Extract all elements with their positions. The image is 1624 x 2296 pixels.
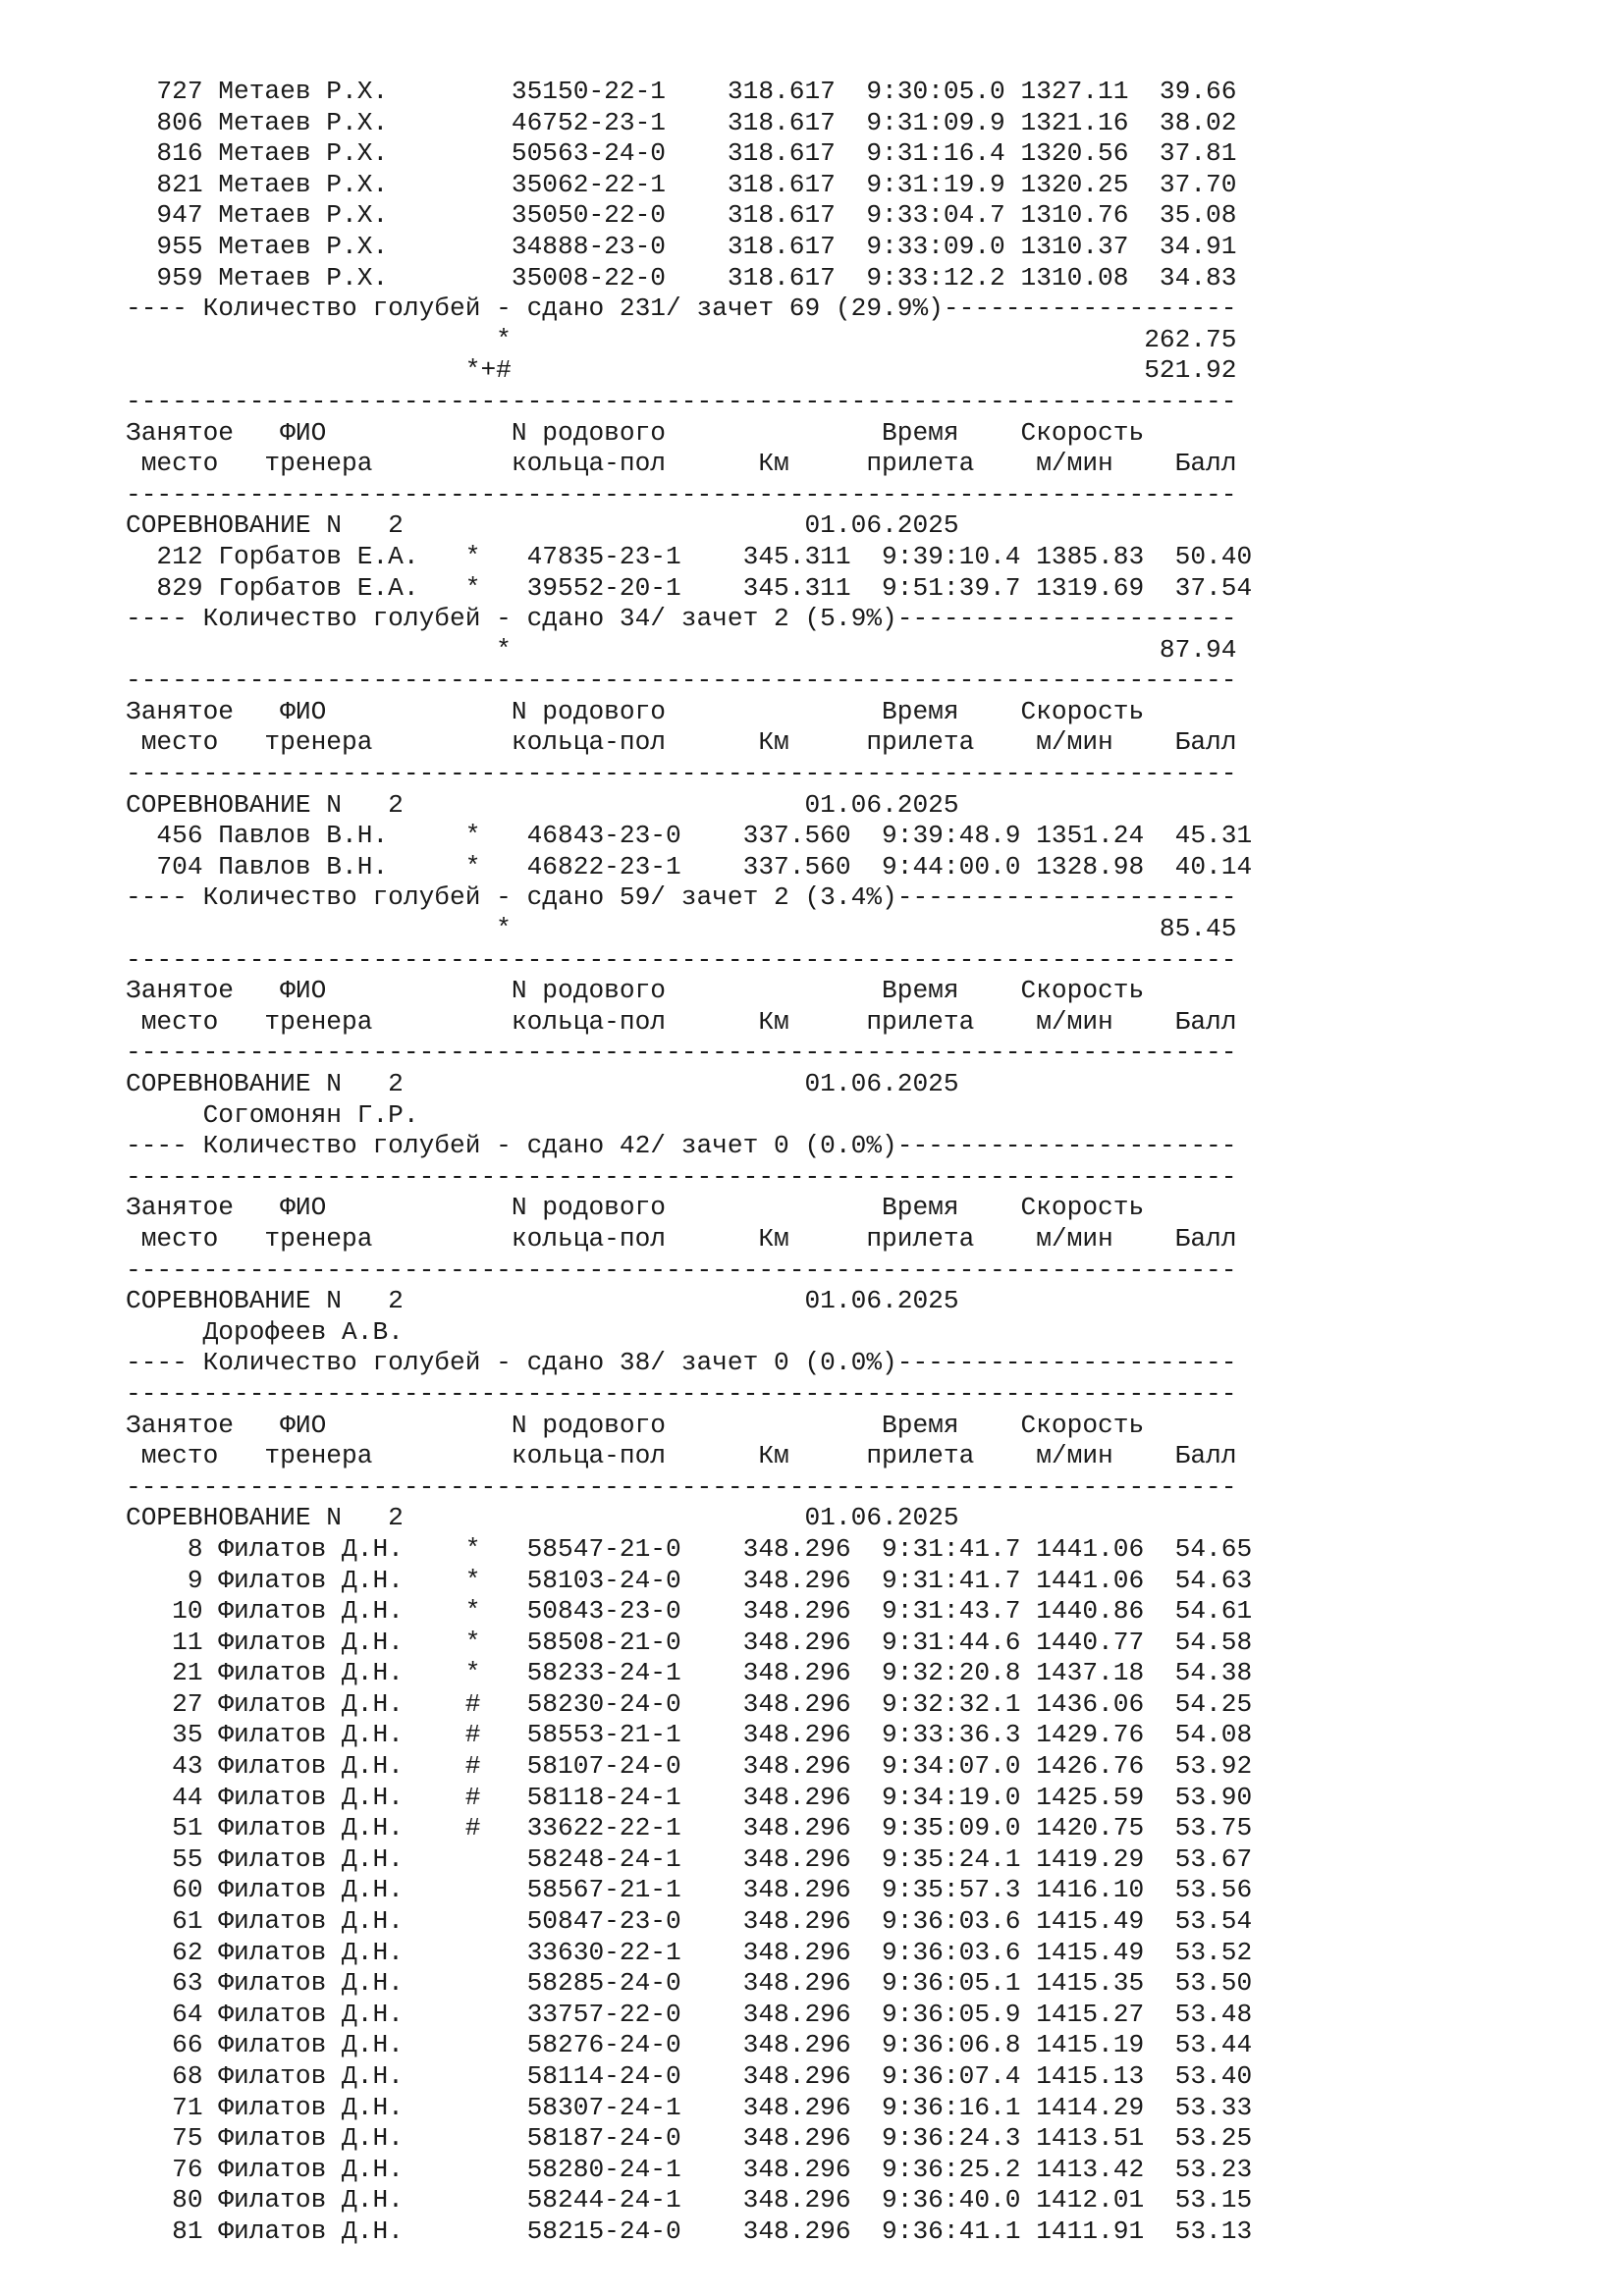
- competition-header-line: СОРЕВНОВАНИЕ N 2 01.06.2025: [126, 1286, 959, 1316]
- separator-line: ------------------------------------------------------------------------: [126, 386, 1237, 416]
- result-line: 43 Филатов Д.Н. # 58107-24-0 348.296 9:34:07.0 1426.76 53.92: [126, 1751, 1253, 1782]
- total-line: *+# 521.92: [126, 355, 1237, 386]
- result-line: 704 Павлов В.Н. * 46822-23-1 337.560 9:44:00.0 1328.98 40.14: [126, 851, 1253, 881]
- separator-line: ------------------------------------------------------------------------: [126, 666, 1237, 696]
- summary-line: ---- Количество голубей - сдано 59/ зачет 2 (3.4%)----------------------: [126, 882, 1237, 913]
- summary-line: ---- Количество голубей - сдано 38/ зачет 0 (0.0%)----------------------: [126, 1348, 1237, 1378]
- result-line: 27 Филатов Д.Н. # 58230-24-0 348.296 9:32:32.1 1436.06 54.25: [126, 1688, 1253, 1719]
- result-line: 821 Метаев Р.Х. 35062-22-1 318.617 9:31:19.9 1320.25 37.70: [126, 169, 1237, 199]
- result-line: 816 Метаев Р.Х. 50563-24-0 318.617 9:31:16.4 1320.56 37.81: [126, 138, 1237, 169]
- result-line: 55 Филатов Д.Н. 58248-24-1 348.296 9:35:24.1 1419.29 53.67: [126, 1843, 1253, 1874]
- separator-line: ------------------------------------------------------------------------: [126, 1038, 1237, 1068]
- total-line: * 262.75: [126, 324, 1237, 354]
- competition-header-line: СОРЕВНОВАНИЕ N 2 01.06.2025: [126, 510, 959, 541]
- total-line: * 87.94: [126, 634, 1237, 665]
- summary-line: ---- Количество голубей - сдано 34/ зачет 2 (5.9%)----------------------: [126, 604, 1237, 634]
- result-line: 75 Филатов Д.Н. 58187-24-0 348.296 9:36:24.3 1413.51 53.25: [126, 2123, 1253, 2154]
- result-line: 727 Метаев Р.Х. 35150-22-1 318.617 9:30:05.0 1327.11 39.66: [126, 77, 1237, 106]
- competition-header-line: СОРЕВНОВАНИЕ N 2 01.06.2025: [126, 789, 959, 820]
- summary-line: ---- Количество голубей - сдано 42/ зачет 0 (0.0%)----------------------: [126, 1131, 1237, 1161]
- result-line: 8 Филатов Д.Н. * 58547-21-0 348.296 9:31:41.7 1441.06 54.65: [126, 1533, 1253, 1564]
- result-line: 959 Метаев Р.Х. 35008-22-0 318.617 9:33:12.2 1310.08 34.83: [126, 262, 1237, 293]
- separator-line: ------------------------------------------------------------------------: [126, 479, 1237, 509]
- result-line: 44 Филатов Д.Н. # 58118-24-1 348.296 9:34:19.0 1425.59 53.90: [126, 1782, 1253, 1812]
- result-line: 80 Филатов Д.Н. 58244-24-1 348.296 9:36:40.0 1412.01 53.15: [126, 2185, 1253, 2216]
- result-line: 456 Павлов В.Н. * 46843-23-0 337.560 9:39:48.9 1351.24 45.31: [126, 821, 1253, 851]
- separator-line: ------------------------------------------------------------------------: [126, 944, 1237, 975]
- column-header-line: Занятое ФИО N родового Время Скорость: [126, 1410, 1145, 1440]
- separator-line: ------------------------------------------------------------------------: [126, 1471, 1237, 1502]
- result-line: 64 Филатов Д.Н. 33757-22-0 348.296 9:36:05.9 1415.27 53.48: [126, 1999, 1253, 2029]
- column-header-line: место тренера кольца-пол Км прилета м/мин Балл: [126, 449, 1237, 479]
- column-header-line: Занятое ФИО N родового Время Скорость: [126, 417, 1145, 448]
- result-line: 71 Филатов Д.Н. 58307-24-1 348.296 9:36:16.1 1414.29 53.33: [126, 2092, 1253, 2122]
- column-header-line: Занятое ФИО N родового Время Скорость: [126, 1193, 1145, 1223]
- separator-line: ------------------------------------------------------------------------: [126, 1378, 1237, 1409]
- result-line: 829 Горбатов Е.А. * 39552-20-1 345.311 9:51:39.7 1319.69 37.54: [126, 572, 1253, 603]
- result-line: 62 Филатов Д.Н. 33630-22-1 348.296 9:36:03.6 1415.49 53.52: [126, 1937, 1253, 1967]
- column-header-line: место тренера кольца-пол Км прилета м/мин Балл: [126, 1006, 1237, 1037]
- result-line: 955 Метаев Р.Х. 34888-23-0 318.617 9:33:09.0 1310.37 34.91: [126, 231, 1237, 261]
- separator-line: ------------------------------------------------------------------------: [126, 759, 1237, 789]
- result-line: 63 Филатов Д.Н. 58285-24-0 348.296 9:36:05.1 1415.35 53.50: [126, 1968, 1253, 1999]
- result-line: 66 Филатов Д.Н. 58276-24-0 348.296 9:36:06.8 1415.19 53.44: [126, 2030, 1253, 2060]
- result-line: 35 Филатов Д.Н. # 58553-21-1 348.296 9:33:36.3 1429.76 54.08: [126, 1720, 1253, 1750]
- total-line: * 85.45: [126, 914, 1237, 944]
- result-line: 806 Метаев Р.Х. 46752-23-1 318.617 9:31:09.9 1321.16 38.02: [126, 107, 1237, 137]
- result-line: 68 Филатов Д.Н. 58114-24-0 348.296 9:36:07.4 1415.13 53.40: [126, 2061, 1253, 2091]
- column-header-line: место тренера кольца-пол Км прилета м/мин Балл: [126, 727, 1237, 758]
- summary-line: ---- Количество голубей - сдано 231/ зачет 69 (29.9%)-------------------: [126, 294, 1237, 324]
- result-line: 947 Метаев Р.Х. 35050-22-0 318.617 9:33:04.7 1310.76 35.08: [126, 200, 1237, 231]
- results-printout: [126, 77, 1520, 2248]
- column-header-line: Занятое ФИО N родового Время Скорость: [126, 696, 1145, 726]
- result-line: 76 Филатов Д.Н. 58280-24-1 348.296 9:36:25.2 1413.42 53.23: [126, 2154, 1253, 2184]
- result-line: Согомонян Г.Р.: [126, 1099, 419, 1130]
- result-line: 61 Филатов Д.Н. 50847-23-0 348.296 9:36:03.6 1415.49 53.54: [126, 1906, 1253, 1937]
- column-header-line: место тренера кольца-пол Км прилета м/мин Балл: [126, 1441, 1237, 1471]
- result-line: 60 Филатов Д.Н. 58567-21-1 348.296 9:35:57.3 1416.10 53.56: [126, 1875, 1253, 1905]
- competition-header-line: СОРЕВНОВАНИЕ N 2 01.06.2025: [126, 1503, 959, 1533]
- separator-line: ------------------------------------------------------------------------: [126, 1161, 1237, 1192]
- column-header-line: Занятое ФИО N родового Время Скорость: [126, 976, 1145, 1006]
- result-line: 212 Горбатов Е.А. * 47835-23-1 345.311 9:39:10.4 1385.83 50.40: [126, 541, 1253, 571]
- result-line: 10 Филатов Д.Н. * 50843-23-0 348.296 9:31:43.7 1440.86 54.61: [126, 1596, 1253, 1627]
- result-line: 21 Филатов Д.Н. * 58233-24-1 348.296 9:32:20.8 1437.18 54.38: [126, 1658, 1253, 1688]
- result-line: 11 Филатов Д.Н. * 58508-21-0 348.296 9:31:44.6 1440.77 54.58: [126, 1627, 1253, 1657]
- result-line: 81 Филатов Д.Н. 58215-24-0 348.296 9:36:41.1 1411.91 53.13: [126, 2216, 1253, 2246]
- column-header-line: место тренера кольца-пол Км прилета м/мин Балл: [126, 1223, 1237, 1254]
- competition-header-line: СОРЕВНОВАНИЕ N 2 01.06.2025: [126, 1069, 959, 1098]
- result-line: Дорофеев А.В.: [126, 1316, 404, 1347]
- separator-line: ------------------------------------------------------------------------: [126, 1255, 1237, 1285]
- result-line: 51 Филатов Д.Н. # 33622-22-1 348.296 9:35:09.0 1420.75 53.75: [126, 1813, 1253, 1843]
- result-line: 9 Филатов Д.Н. * 58103-24-0 348.296 9:31:41.7 1441.06 54.63: [126, 1565, 1253, 1595]
